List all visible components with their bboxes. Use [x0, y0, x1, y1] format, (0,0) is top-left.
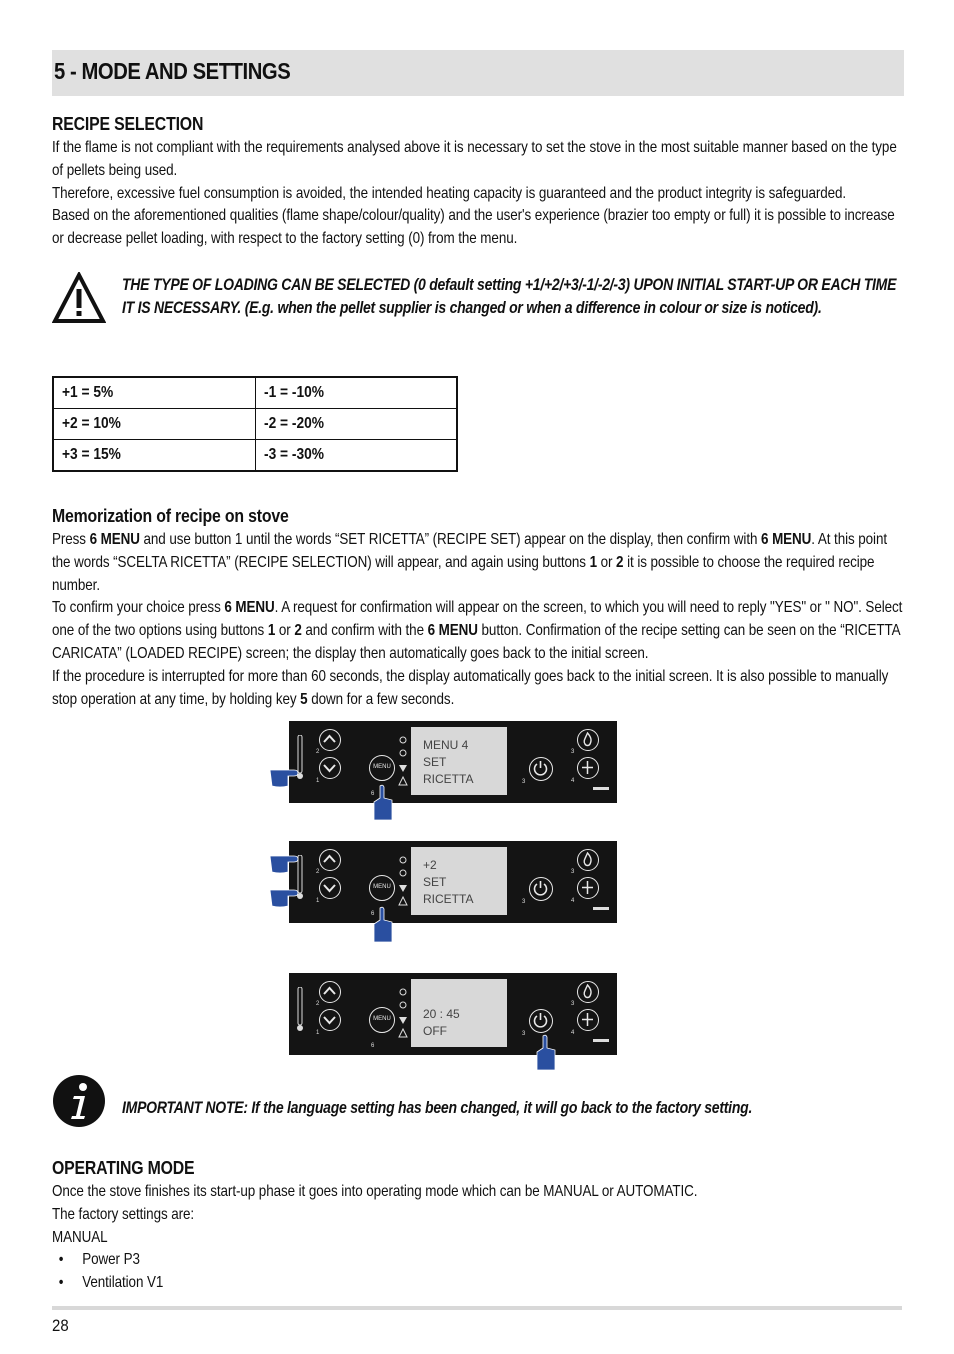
button-number-2: 2	[316, 749, 320, 755]
lcd-line: RICETTA	[423, 892, 474, 906]
pointing-hand-icon	[533, 1034, 559, 1072]
ir-receiver	[593, 1039, 609, 1042]
list-item: • Power P3	[52, 1249, 904, 1272]
button-number-6: 6	[371, 791, 375, 797]
up-button[interactable]	[319, 729, 341, 751]
status-icons	[397, 855, 409, 909]
button-number-3: 3	[522, 899, 526, 905]
lcd-display	[411, 979, 507, 1047]
list-item: • Ventilation V1	[52, 1272, 904, 1295]
factory-settings-list	[52, 1249, 904, 1295]
operating-mode-paragraph-2: The factory settings are:	[52, 1205, 195, 1223]
control-panel-3	[289, 973, 617, 1055]
control-panel-1	[289, 721, 617, 803]
pointing-hand-icon	[370, 906, 396, 944]
button-number-1: 1	[316, 898, 320, 904]
table-cell: +2 = 10%	[53, 409, 255, 440]
pointing-hand-icon	[268, 850, 306, 876]
button-number-6: 6	[371, 1043, 375, 1049]
lcd-display	[411, 727, 507, 795]
recipe-table	[52, 376, 458, 472]
table-cell: +1 = 5%	[53, 377, 255, 409]
lcd-display	[411, 847, 507, 915]
memorization-text	[52, 529, 904, 711]
lcd-line: OFF	[423, 1024, 447, 1038]
memorization-paragraph-3: If the procedure is interrupted for more than 60 seconds, the display automatically goes back to the initial screen. It is also possible to manually stop operation at any time, by holding key 5 down for a few seconds.	[52, 667, 889, 708]
button-number-1: 1	[316, 778, 320, 784]
flame-button[interactable]	[577, 729, 599, 751]
operating-mode-text	[52, 1181, 904, 1295]
lcd-line: 20 : 45	[423, 1007, 460, 1021]
recipe-selection-heading: RECIPE SELECTION	[52, 114, 204, 134]
up-button[interactable]	[319, 849, 341, 871]
menu-button[interactable]: MENU	[369, 875, 395, 901]
page-number: 28	[52, 1316, 69, 1335]
down-button[interactable]	[319, 1009, 341, 1031]
button-number-2: 2	[316, 1001, 320, 1007]
recipe-paragraph-1: If the flame is not compliant with the requirements analysed above it is necessary to set the stove in the most suitable manner based on the type of pellets being used.	[52, 139, 897, 179]
table-row	[53, 377, 457, 409]
power-button[interactable]	[529, 757, 553, 781]
footer-rule	[52, 1306, 902, 1310]
section-title-bar	[52, 50, 904, 96]
button-number-3: 3	[522, 1031, 526, 1037]
warning-text: THE TYPE OF LOADING CAN BE SELECTED (0 default setting +1/+2/+3/-1/-2/-3) UPON INITIAL START-UP OR EACH TIME IT IS NECESSARY. (E.g. when the pellet supplier is changed or when a difference in colour or size is noticed).	[122, 276, 897, 317]
lcd-line: MENU 4	[423, 738, 469, 752]
operating-mode-heading: OPERATING MODE	[52, 1158, 195, 1178]
control-panel-2	[289, 841, 617, 923]
table-cell: -3 = -30%	[255, 440, 457, 472]
ir-receiver	[593, 907, 609, 910]
operating-mode-paragraph-1: Once the stove finishes its start-up phase it goes into operating mode which can be MANUAL or AUTOMATIC.	[52, 1183, 698, 1200]
recipe-paragraph-2: Therefore, excessive fuel consumption is avoided, the intended heating capacity is guaranteed and the product integrity is safeguarded.	[52, 184, 847, 202]
button-number-4: 4	[571, 1030, 575, 1036]
recipe-selection-text	[52, 137, 904, 251]
ir-receiver	[593, 787, 609, 790]
lcd-line: SET	[423, 755, 447, 769]
button-number-3: 3	[571, 749, 575, 755]
operating-mode-paragraph-3: MANUAL	[52, 1228, 108, 1246]
memorization-paragraph-1: Press 6 MENU and use button 1 until the words “SET RICETTA” (RECIPE SET) appear on the display, then confirm with 6 MENU. At this point the words “SCELTA RICETTA” (RECIPE SELECTION) will appear, and again using buttons 1 or 2 it is possible to choose the required recipe number.	[52, 531, 888, 594]
menu-button[interactable]: MENU	[369, 1007, 395, 1033]
lcd-line: +2	[423, 858, 437, 872]
button-number-3: 3	[522, 779, 526, 785]
up-button[interactable]	[319, 981, 341, 1003]
warning-triangle-icon	[52, 272, 106, 324]
recipe-paragraph-3: Based on the aforementioned qualities (flame shape/colour/quality) and the user's experience (brazier too empty or full) it is possible to increase or decrease pellet loading, with respect to the factory setting (0) from the menu.	[52, 207, 895, 248]
down-button[interactable]	[319, 877, 341, 899]
flame-button[interactable]	[577, 981, 599, 1003]
section-title: 5 - MODE AND SETTINGS	[54, 58, 291, 84]
lcd-line: SET	[423, 875, 447, 889]
flame-button[interactable]	[577, 849, 599, 871]
table-cell: -2 = -20%	[255, 409, 457, 440]
button-number-2: 2	[316, 869, 320, 875]
pointing-hand-icon	[370, 784, 396, 822]
down-button[interactable]	[319, 757, 341, 779]
power-button[interactable]	[529, 877, 553, 901]
table-row	[53, 409, 457, 440]
pointing-hand-icon	[268, 764, 306, 790]
table-row	[53, 440, 457, 472]
status-icons	[397, 987, 409, 1041]
status-icons	[397, 735, 409, 789]
button-number-4: 4	[571, 778, 575, 784]
fan-button[interactable]	[577, 877, 599, 899]
fan-button[interactable]	[577, 1009, 599, 1031]
memorization-heading: Memorization of recipe on stove	[52, 506, 289, 526]
button-number-3: 3	[571, 869, 575, 875]
memorization-paragraph-2: To confirm your choice press 6 MENU. A request for confirmation will appear on the screen, to which you will need to reply "YES" or " NO". Select one of the two options using buttons 1 or 2 and confirm with the 6 MENU button. Confirmation of the recipe setting can be seen on the “RICETTA CARICATA” (LOADED RECIPE) screen; the display then automatically goes back to the initial screen.	[52, 599, 903, 662]
button-number-3: 3	[571, 1001, 575, 1007]
button-number-4: 4	[571, 898, 575, 904]
table-cell: -1 = -10%	[255, 377, 457, 409]
power-button[interactable]	[529, 1009, 553, 1033]
button-number-1: 1	[316, 1030, 320, 1036]
table-cell: +3 = 15%	[53, 440, 255, 472]
fan-button[interactable]	[577, 757, 599, 779]
thermometer-icon	[297, 987, 303, 1033]
button-number-6: 6	[371, 911, 375, 917]
pointing-hand-icon	[268, 884, 306, 910]
info-icon	[52, 1074, 106, 1128]
lcd-line: RICETTA	[423, 772, 474, 786]
menu-button[interactable]: MENU	[369, 755, 395, 781]
important-note-text: IMPORTANT NOTE: If the language setting has been changed, it will go back to the factory setting.	[122, 1099, 753, 1117]
